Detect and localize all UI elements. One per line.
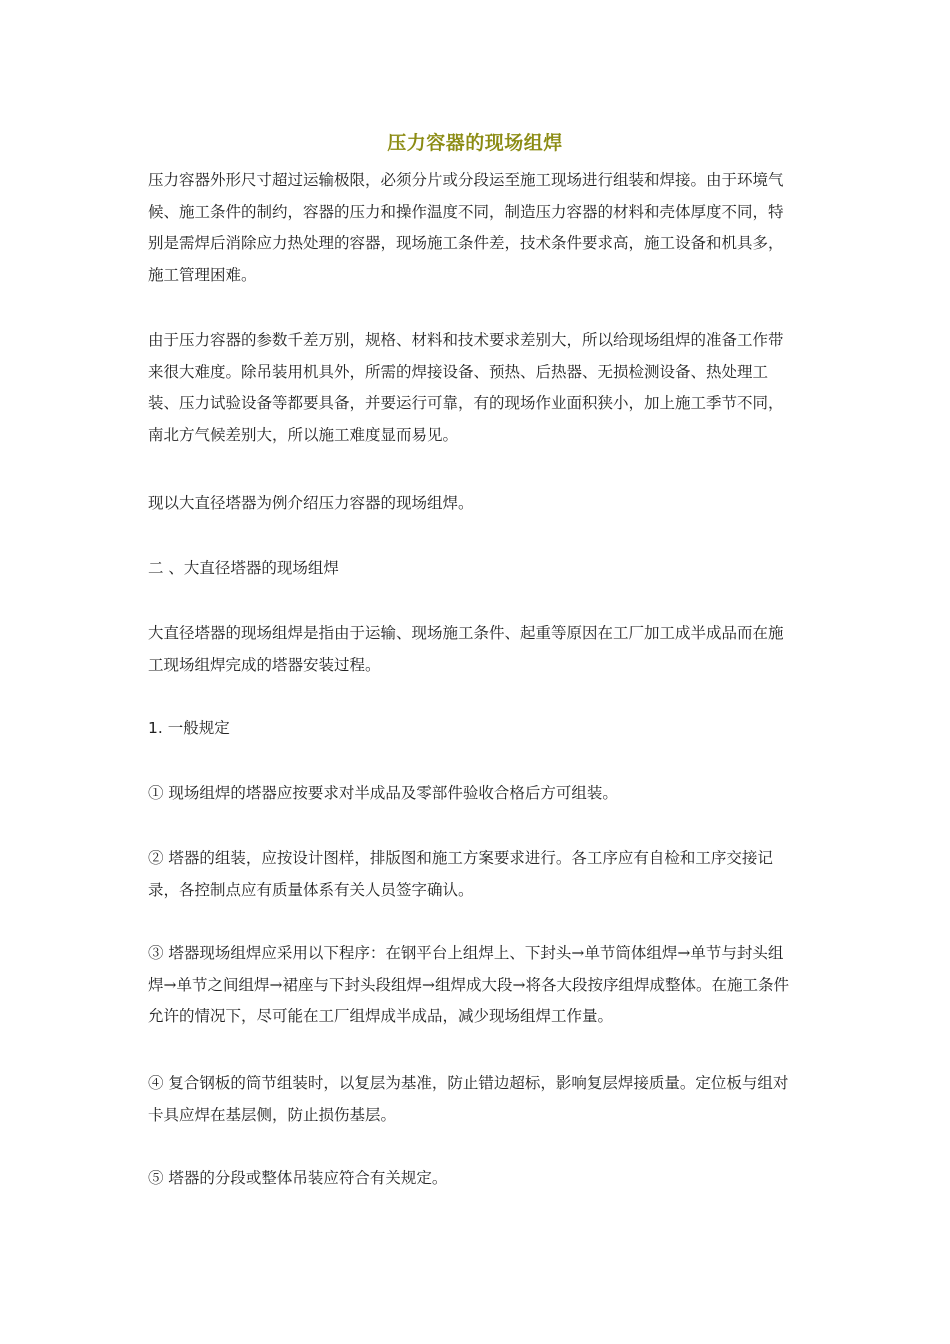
paragraph-intro: 压力容器外形尺寸超过运输极限，必须分片或分段运至施工现场进行组装和焊接。由于环境气候、施工条件的制约，容器的压力和操作温度不同，制造压力容器的材料和壳体厚度不同，特别是需焊后消除应力热处理的容器，现场施工条件差，技术条件要求高，施工设备和机具多，施工管理困难。 (148, 171, 784, 284)
list-item-rule-4: ④ 复合钢板的筒节组装时，以复层为基准，防止错边超标，影响复层焊接质量。定位板与组对卡具应焊在基层侧，防止损伤基层。 (148, 1074, 789, 1124)
list-item-rule-1: ① 现场组焊的塔器应按要求对半成品及零部件验收合格后方可组装。 (148, 784, 618, 802)
document-title: 压力容器的现场组焊 (387, 132, 563, 154)
list-item-rule-3: ③ 塔器现场组焊应采用以下程序：在钢平台上组焊上、下封头→单节筒体组焊→单节与封头组焊→单节之间组焊→裙座与下封头段组焊→组焊成大段→将各大段按序组焊成整体。在施工条件允许的情况下，尽可能在工厂组焊成半成品，减少现场组焊工作量。 (148, 944, 789, 1025)
list-item-rule-2: ② 塔器的组装，应按设计图样，排版图和施工方案要求进行。各工序应有自检和工序交接记录，各控制点应有质量体系有关人员签字确认。 (148, 849, 773, 899)
subsection-heading-general-rules: 1. 一般规定 (148, 719, 230, 737)
list-item-rule-5: ⑤ 塔器的分段或整体吊装应符合有关规定。 (148, 1169, 448, 1187)
paragraph-example: 现以大直径塔器为例介绍压力容器的现场组焊。 (148, 494, 474, 512)
section-heading-large-tower: 二 、大直径塔器的现场组焊 (148, 559, 339, 577)
paragraph-difficulty: 由于压力容器的参数千差万别，规格、材料和技术要求差别大，所以给现场组焊的准备工作带来很大难度。除吊装用机具外，所需的焊接设备、预热、后热器、无损检测设备、热处理工装、压力试验设备等都要具备，并要运行可靠，有的现场作业面积狭小，加上施工季节不同，南北方气候差别大，所以施工难度显而易见。 (148, 331, 784, 444)
paragraph-definition: 大直径塔器的现场组焊是指由于运输、现场施工条件、起重等原因在工厂加工成半成品而在施工现场组焊完成的塔器安装过程。 (148, 624, 784, 674)
